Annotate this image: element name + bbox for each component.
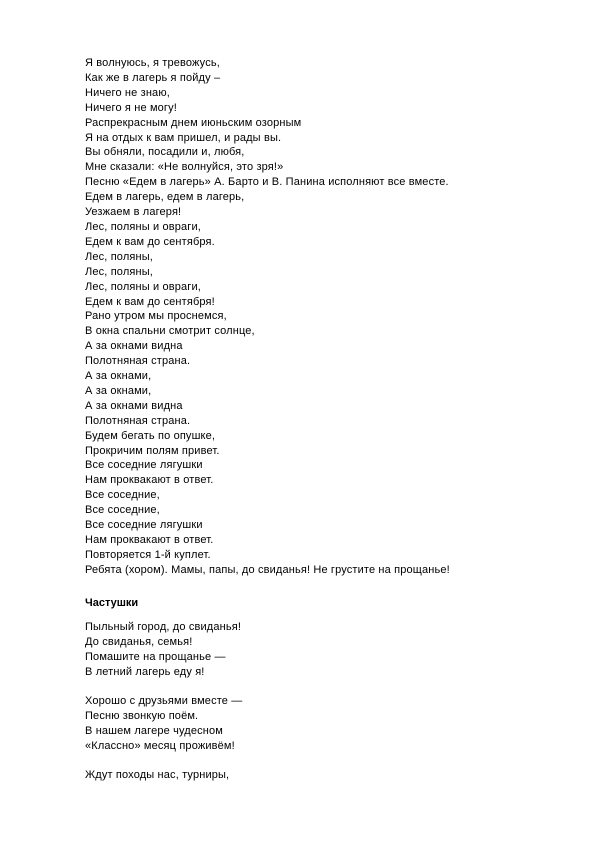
lyric-line: Лес, поляны, <box>85 265 153 278</box>
lyric-line: Лес, поляны и овраги, <box>85 280 201 293</box>
lyric-line: Ничего не знаю, <box>85 86 170 99</box>
lyric-line: Вы обняли, посадили и, любя, <box>85 146 245 159</box>
verse-line: Песню звонкую поём. <box>85 709 199 722</box>
verse-line: До свиданья, семья! <box>85 635 193 648</box>
chastushka-verse <box>85 768 565 783</box>
lyric-line: Рано утром мы проснемся, <box>85 310 227 323</box>
lyric-line: Полотняная страна. <box>85 414 191 427</box>
lyric-line: Нам проквакают в ответ. <box>85 474 214 487</box>
stage-direction: Ребята (хором). Мамы, папы, до свиданья! Не грустите на прощанье! <box>85 563 450 576</box>
lyric-line: Нам проквакают в ответ. <box>85 534 214 546</box>
lyric-line: Мне сказали: «Не волнуйся, это зря!» <box>85 161 284 174</box>
verse-line: Ждут походы нас, турниры, <box>85 769 230 781</box>
lyric-line: Будем бегать по опушке, <box>85 429 216 442</box>
lyric-line: В окна спальни смотрит солнце, <box>85 325 255 338</box>
lyric-line: Ничего я не могу! <box>85 101 177 114</box>
verse-line: Хорошо с друзьями вместе — <box>85 695 243 707</box>
lyric-line: А за окнами, <box>85 384 152 397</box>
verse-line: Помашите на прощанье — <box>85 650 226 663</box>
lyric-line: Как же в лагерь я пойду – <box>85 71 221 84</box>
lyric-line: Едем в лагерь, едем в лагерь, <box>85 191 245 204</box>
lyric-line: Все соседние лягушки <box>85 459 203 472</box>
stage-direction: Песню «Едем в лагерь» А. Барто и В. Панина исполняют все вместе. <box>85 176 449 189</box>
lyric-line: Все соседние, <box>85 489 160 502</box>
chastushka-verse <box>85 694 565 754</box>
verse-line: Пыльный город, до свиданья! <box>85 621 242 633</box>
lyric-line: Все соседние, <box>85 504 160 517</box>
verse-line: «Классно» месяц проживём! <box>85 739 235 752</box>
stage-direction: Повторяется 1-й куплет. <box>85 548 211 561</box>
lyric-line: А за окнами видна <box>85 399 183 412</box>
lyric-line: Едем к вам до сентября. <box>85 235 215 248</box>
lyric-line: Лес, поляны, <box>85 250 153 263</box>
lyric-line: Распрекрасным днем июньским озорным <box>85 116 302 129</box>
verse-line: В летний лагерь еду я! <box>85 665 205 678</box>
lyric-line: Лес, поляны и овраги, <box>85 220 201 233</box>
lyric-line: Я волнуюсь, я тревожусь, <box>85 57 220 69</box>
lyric-line: Все соседние лягушки <box>85 519 203 532</box>
lyric-line: Я на отдых к вам пришел, и рады вы. <box>85 131 282 144</box>
lyric-line: А за окнами, <box>85 370 152 383</box>
section-heading: Частушки <box>85 597 139 609</box>
lyric-line: Полотняная страна. <box>85 355 191 368</box>
lyric-line: Едем к вам до сентября! <box>85 295 215 308</box>
lyric-line: Прокричим полям привет. <box>85 444 220 457</box>
lyric-line: А за окнами видна <box>85 340 183 353</box>
song-lyrics <box>85 56 565 578</box>
verse-line: В нашем лагере чудесном <box>85 724 223 737</box>
lyric-line: Уезжаем в лагеря! <box>85 206 182 219</box>
chastushka-verse <box>85 620 565 680</box>
